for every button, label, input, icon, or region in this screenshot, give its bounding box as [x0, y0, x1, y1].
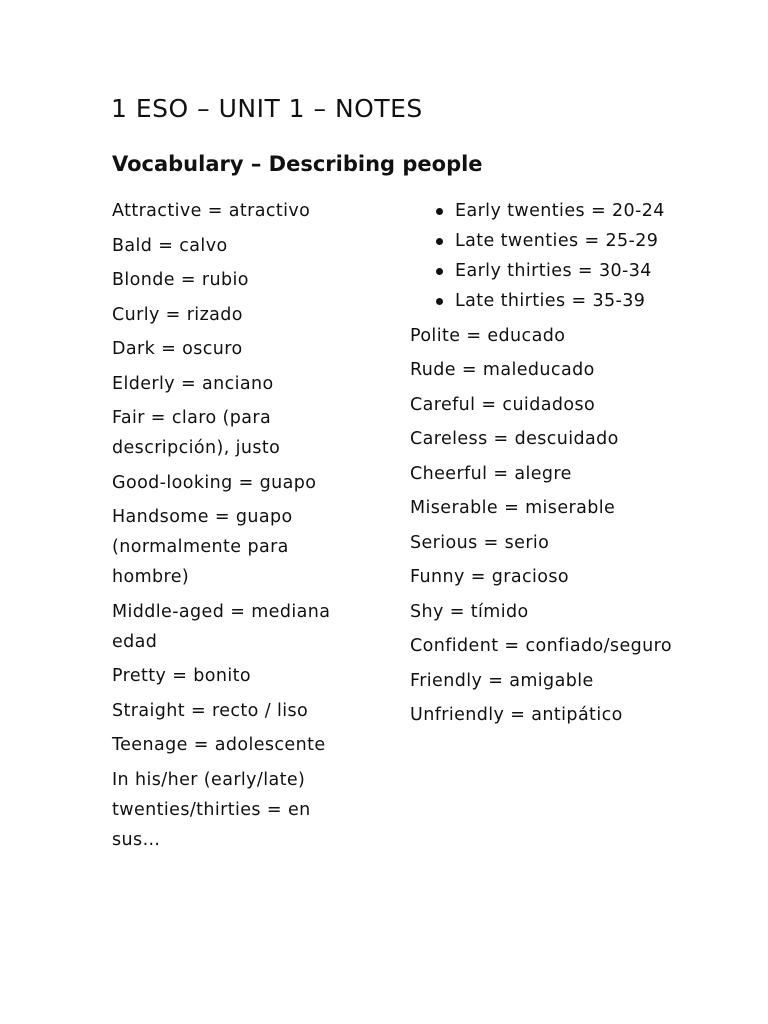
bullet-icon — [436, 268, 443, 275]
vocab-entry: Confident = confiado/seguro — [410, 636, 672, 656]
vocab-entry: Shy = tímido — [410, 601, 529, 622]
bullet-text: Late twenties = 25-29 — [455, 231, 659, 251]
vocab-entry: Miserable = miserable — [410, 498, 616, 518]
vocab-entry: Straight = recto / liso — [112, 700, 309, 721]
vocab-entry: Elderly = anciano — [112, 373, 274, 394]
vocab-entry: Good-looking = guapo — [112, 472, 317, 493]
age-ranges-list — [410, 196, 672, 316]
bullet-text: Early twenties = 20-24 — [455, 201, 665, 221]
vocab-entry: Curly = rizado — [112, 304, 243, 325]
vocab-entry: Pretty = bonito — [112, 666, 252, 686]
vocab-entry: Rude = maleducado — [410, 360, 595, 380]
vocab-entry: Funny = gracioso — [410, 567, 569, 587]
bullet-item — [410, 226, 672, 256]
section-heading: Vocabulary – Describing people — [112, 152, 483, 176]
bullet-icon — [436, 208, 443, 215]
vocab-entry: Friendly = amigable — [410, 670, 594, 691]
vocab-entry: Blonde = rubio — [112, 270, 249, 290]
vocabulary-left-column — [112, 196, 362, 859]
bullet-item — [410, 286, 672, 316]
bullet-text: Late thirties = 35-39 — [455, 291, 646, 311]
vocab-entry: Cheerful = alegre — [410, 463, 572, 484]
vocab-entry: Fair = claro (para descripción), justo — [112, 408, 281, 458]
vocab-entry: Unfriendly = antipático — [410, 705, 623, 725]
vocab-entry: Polite = educado — [410, 325, 566, 346]
vocab-entry: Attractive = atractivo — [112, 201, 311, 221]
vocab-entry: Careless = descuidado — [410, 429, 619, 449]
vocab-entry: Careful = cuidadoso — [410, 394, 596, 415]
bullet-text: Early thirties = 30-34 — [455, 261, 652, 281]
vocab-entry: Middle-aged = mediana edad — [112, 601, 331, 652]
vocabulary-right-column — [410, 196, 672, 735]
vocab-entry: Bald = calvo — [112, 235, 228, 256]
bullet-item — [410, 196, 672, 226]
bullet-icon — [436, 238, 443, 245]
vocab-entry: In his/her (early/late) twenties/thirties = en sus… — [112, 769, 311, 850]
bullet-icon — [436, 298, 443, 305]
vocab-entry: Teenage = adolescente — [112, 735, 326, 755]
vocab-entry: Dark = oscuro — [112, 339, 243, 359]
page-title: 1 ESO – UNIT 1 – NOTES — [111, 94, 423, 123]
vocab-entry: Serious = serio — [410, 532, 550, 553]
vocab-entry: Handsome = guapo (normalmente para hombre) — [112, 507, 293, 587]
bullet-item — [410, 256, 672, 286]
